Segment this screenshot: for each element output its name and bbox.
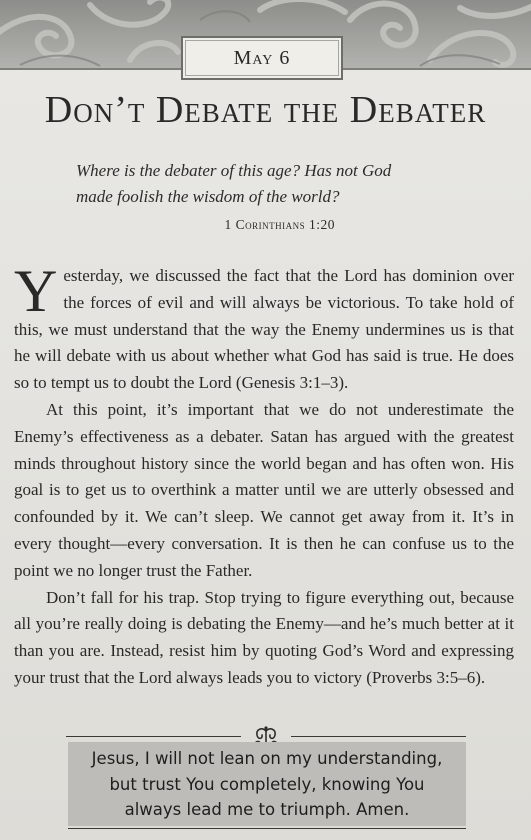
paragraph-2: At this point, it’s important that we do not underestimate the Enemy’s effectiveness as a debater. Satan has argued with the greatest minds throughout history since the world began and has often won. His goal is to get us to overthink a matter until we are utterly obsessed and confounded by it. We can’t sleep. We cannot get away from it. It’s in every thought—every conversation. It is then he can confuse us to the point we no longer trust the Father. [14,399,514,580]
scripture-quote-line-2: made foolish the wisdom of the world? [76,187,340,206]
scripture-reference [140,217,335,233]
scripture-quote-line-1: Where is the debater of this age? Has not God [76,161,392,180]
date-label: May 6 [233,46,291,69]
page-title: Don’t Debate the Debater [44,89,487,131]
divider-line-right [291,736,466,737]
prayer-box [68,742,466,826]
paragraph-1 [14,258,514,397]
devotional-body [14,258,514,692]
scripture-quote [76,158,436,210]
prayer-line-3: always lead me to triumph. Amen. [124,800,410,819]
prayer-line-2: but trust You completely, knowing You [109,774,425,794]
divider-line-left [66,736,241,737]
drop-cap: Y [14,258,58,324]
paragraph-3: Don’t fall for his trap. Stop trying to figure everything out, because all you’re really doing is debating the Enemy—and he’s much better at it than you are. Instead, resist him by quoting God’s Word and expressing your trust that the Lord always leads you to victory (Proverbs 3:5–6). [14,587,514,687]
prayer-text [68,746,466,823]
scripture-reference-text: 1 Corinthians 1:20 [224,217,335,232]
prayer-line-1: Jesus, I will not lean on my understanding, [91,749,443,768]
date-label-box [181,36,343,80]
bottom-divider [68,828,466,829]
paragraph-1-text: esterday, we discussed the fact that the Lord has dominion over the forces of evil and will always be victorious. To take hold of this, we must understand that the way the Enemy undermines us is that he will debate with us about whether what God has said is true. He does so to tempt us to doubt the Lord (Genesis 3:1–3). [14,266,514,393]
